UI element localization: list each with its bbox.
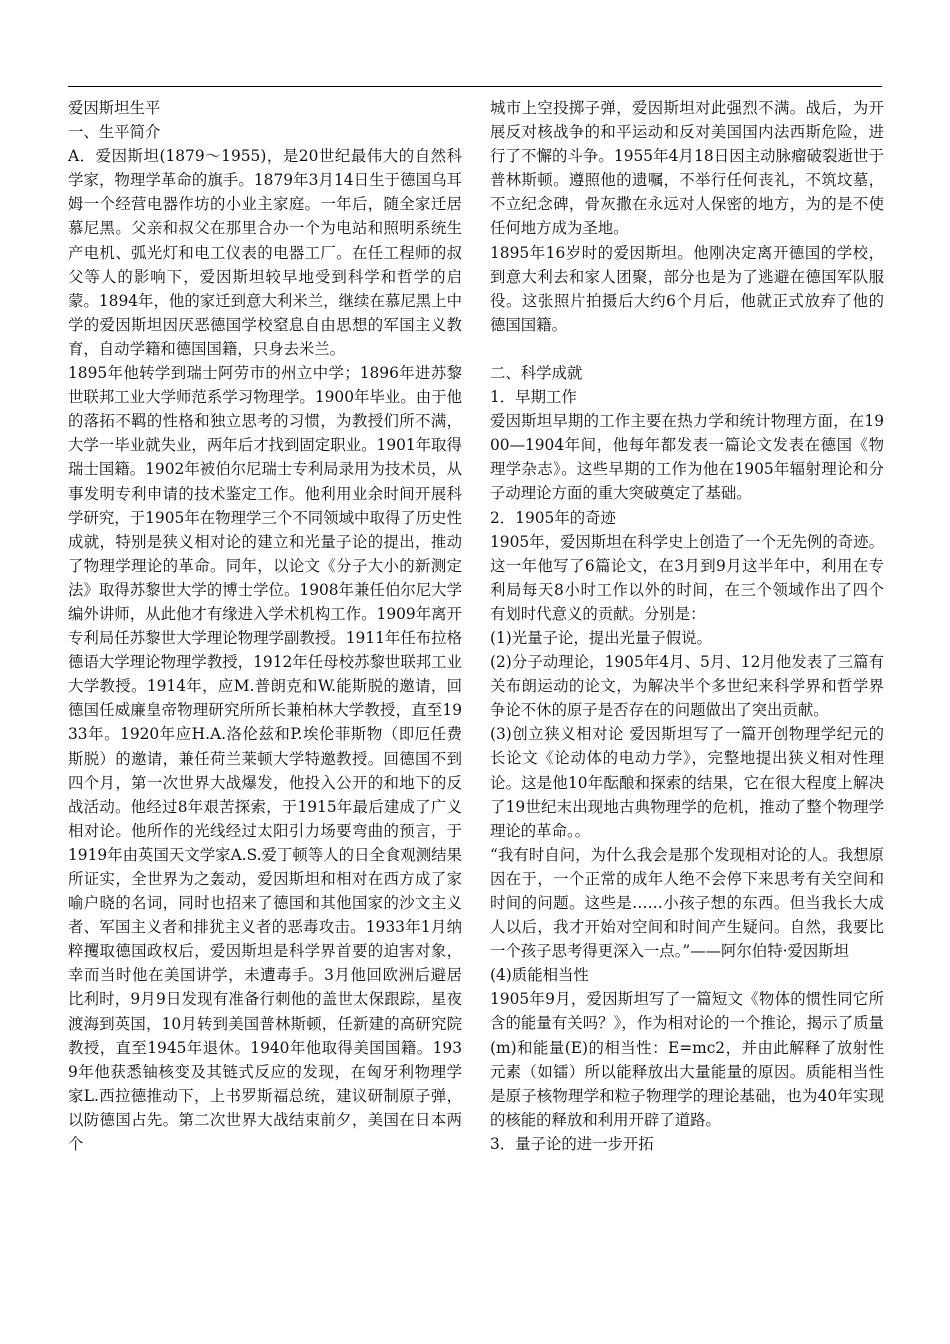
section-heading-achievements: 二、科学成就: [490, 363, 583, 382]
item-mass-energy: (4)质能相当性: [490, 966, 589, 985]
paragraph-early-work: 爱因斯坦早期的工作主要在热力学和统计物理方面，在1900—1904年间，他每年都发表一篇论文发表在德国《物理学杂志》。这些早期的工作为他在1905年辐射理论和分子动理论方面的重大突破奠定了基础。: [490, 412, 884, 503]
paragraph-biography-1: A．爱因斯坦(1879～1955)，是20世纪最伟大的自然科学家，物理学革命的旗手。1879年3月14日生于德国乌耳姆一个经营电器作坊的小业主家庭。一年后，随全家迁居慕尼黑。父亲和叔父在那里合办一个为电站和照明系统生产电机、弧光灯和电工仪表的电器工厂。在任工程师的叔父等人的影响下，爱因斯坦较早地受到科学和哲学的启蒙。1894年，他的家迁到意大利米兰，继续在慕尼黑上中学的爱因斯坦因厌恶德国学校窒息自由思想的军国主义教育，自动学籍和德国国籍，只身去米兰。: [68, 147, 462, 358]
section-heading-biography: 一、生平简介: [68, 123, 161, 142]
paragraph-biography-3: 城市上空投掷子弹，爱因斯坦对此强烈不满。战后，为开展反对核战争的和平运动和反对美国国内法西斯危险，进行了不懈的斗争。1955年4月18日因主动脉瘤破裂逝世于普林斯顿。遵照他的遗嘱，不举行任何丧礼，不筑坟墓，不立纪念碑，骨灰撒在永远对人保密的地方，为的是不使任何地方成为圣地。: [490, 99, 884, 238]
einstein-quote: “我有时自问，为什么我会是那个发现相对论的人。我想原因在于，一个正常的成年人绝不会停下来思考有关空间和时间的问题。这些是……小孩子想的东西。但当我长大成人以后，我才开始对空间和时间产生疑问。自然，我要比一个孩子思考得更深入一点。”——阿尔伯特·爱因斯坦: [490, 845, 884, 961]
document-title: 爱因斯坦生平: [68, 99, 161, 117]
paragraph-biography-2: 1895年他转学到瑞士阿劳市的州立中学；1896年进苏黎世联邦工业大学师范系学习物理学。1900年毕业。由于他的落拓不羁的性格和独立思考的习惯，为教授们所不满，大学一毕业就失业，两年后才找到固定职业。1901年取得瑞士国籍。1902年被伯尔尼瑞士专利局录用为技术员，从事发明专利申请的技术鉴定工作。他利用业余时间开展科学研究，于1905年在物理学三个不同领域中取得了历史性成就，特别是狭义相对论的建立和光量子论的提出，推动了物理学理论的革命。同年，以论文《分子大小的新测定法》取得苏黎世大学的博士学位。1908年兼任伯尔尼大学编外讲师，从此他才有缘进入学术机构工作。1909年离开专利局任苏黎世大学理论物理学副教授。1911年任布拉格德语大学理论物理学教授，1912年任母校苏黎世联邦工业大学教授。1914年，应M.普朗克和W.能斯脱的邀请，回德国任威廉皇帝物理研究所所长兼柏林大学教授，直至1933年。1920年应H.A.洛伦兹和P.埃伦菲斯物（即厄任费斯脱）的邀请，兼任荷兰莱顿大学特邀教授。回德国不到四个月，第一次世界大战爆发，他投入公开的和地下的反战活动。他经过8年艰苦探索，于1915年最后建成了广义相对论。他所作的光线经过太阳引力场要弯曲的预言，于1919年由英国天文学家A.S.爱丁顿等人的日全食观测结果所证实，全世界为之轰动，爱因斯坦和相对在西方成了家喻户晓的名词，同时也招来了德国和其他国家的沙文主义者、军国主义者和排犹主义者的恶毒攻击。1933年1月纳粹攫取德国政权后，爱因斯坦是科学界首要的迫害对象，幸而当时他在美国讲学，未遭毒手。3月他回欧洲后避居比利时，9月9日发现有准备行刺他的盖世太保跟踪，星夜渡海到英国，10月转到美国普林斯顿，任新建的高研究院教授，直至1945年退休。1940年他取得美国国籍。1939年他获悉铀核变及其链式反应的发现，在匈牙利物理学家L.西拉德推动下，上书罗斯福总统，建议研制原子弹，以防德国占先。第二次世界大战结束前夕，美国在日本两个: [68, 364, 462, 1154]
blank-line: [490, 337, 884, 361]
item-molecular-kinetics: (2)分子动理论，1905年4月、5月、12月他发表了三篇有关布朗运动的论文，为解决半个多世纪来科学界和哲学界争论不休的原子是否存在的问题做出了突出贡献。: [490, 653, 884, 720]
right-column: [490, 96, 884, 1156]
subheading-miracle-year: 2．1905年的奇迹: [490, 508, 616, 527]
paragraph-photo-caption: 1895年16岁时的爱因斯坦。他刚决定离开德国的学校，到意大利去和家人团聚，部分也是为了逃避在德国军队服役。这张照片拍摄后大约6个月后，他就正式放弃了他的德国国籍。: [490, 243, 884, 334]
paragraph-mass-energy: 1905年9月，爱因斯坦写了一篇短文《物体的惯性同它所含的能量有关吗？》，作为相对论的一个推论，揭示了质量(m)和能量(E)的相当性：E=mc2，并由此解释了放射性元素（如镭）所以能释放出大量能量的原因。质能相当性是原子核物理学和粒子物理学的理论基础，也为40年实现的核能的释放和利用开辟了道路。: [490, 990, 884, 1129]
item-light-quantum: (1)光量子论，提出光量子假说。: [490, 628, 712, 647]
subheading-early-work: 1．早期工作: [490, 388, 577, 407]
item-special-relativity: (3)创立狭义相对论 爱因斯坦写了一篇开创物理学纪元的长论文《论动体的电动力学》，完整地提出狭义相对性理论。这是他10年酝酿和探索的结果，它在很大程度上解决了19世纪末出现地古典物理学的危机，推动了整个物理学理论的革命。。: [490, 725, 884, 840]
header-rule: [68, 86, 882, 87]
subheading-quantum-theory: 3．量子论的进一步开拓: [490, 1134, 654, 1153]
left-column: [68, 96, 462, 1156]
paragraph-miracle-year: 1905年，爱因斯坦在科学史上创造了一个无先例的奇迹。这一年他写了6篇论文，在3月到9月这半年中，利用在专利局每天8小时工作以外的时间，在三个领域作出了四个有划时代意义的贡献。分别是：: [490, 532, 884, 623]
